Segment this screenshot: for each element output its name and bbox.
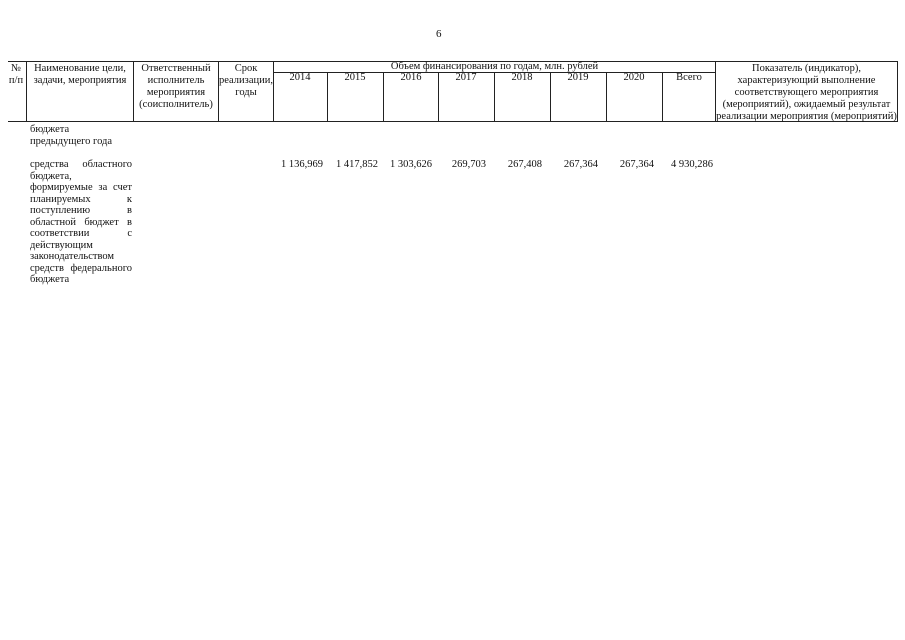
header-year: 2019 bbox=[567, 72, 589, 83]
row-value: 267,408 bbox=[507, 159, 542, 170]
row-value: 267,364 bbox=[563, 159, 598, 170]
header-name: Наименование цели, задачи, мероприятия bbox=[33, 63, 127, 86]
header-total: Всего bbox=[676, 72, 702, 83]
header-term: Срок реализации, годы bbox=[219, 63, 273, 98]
row-value: 1 136,969 bbox=[281, 159, 323, 170]
header-funding: Объем финансирования по годам, млн. рублей bbox=[390, 61, 599, 72]
col-divider bbox=[327, 72, 328, 122]
row-value: 1 303,626 bbox=[390, 159, 432, 170]
header-num: № п/п bbox=[8, 63, 24, 86]
col-divider bbox=[494, 72, 495, 122]
page-number: 6 bbox=[436, 28, 442, 40]
row-total: 4 930,286 bbox=[671, 159, 713, 170]
row-value: 267,364 bbox=[619, 159, 654, 170]
header-year: 2015 bbox=[344, 72, 366, 83]
header-year: 2018 bbox=[511, 72, 533, 83]
col-divider bbox=[438, 72, 439, 122]
header-year: 2017 bbox=[455, 72, 477, 83]
col-divider bbox=[606, 72, 607, 122]
col-divider bbox=[897, 61, 898, 122]
row-name: бюджета предыдущего года bbox=[30, 124, 113, 147]
header-year: 2020 bbox=[623, 72, 645, 83]
row-name: средства областного бюджета, формируемые за счет планируемых к поступлению в областной бюджет в соответствии с действующим законодательством средств федерального бюджета bbox=[30, 159, 132, 285]
header-year: 2016 bbox=[400, 72, 422, 83]
header-executor: Ответственный исполнитель мероприятия (соисполнитель) bbox=[139, 63, 213, 110]
header-year: 2014 bbox=[289, 72, 311, 83]
header-indicator: Показатель (индикатор), характеризующий выполнение соответствующего мероприятия (мероприятий), ожидаемый результат реализации мероприятия (мероприятий) bbox=[716, 63, 897, 122]
col-divider bbox=[550, 72, 551, 122]
row-value: 1 417,852 bbox=[336, 159, 378, 170]
col-divider bbox=[383, 72, 384, 122]
row-value: 269,703 bbox=[451, 159, 486, 170]
